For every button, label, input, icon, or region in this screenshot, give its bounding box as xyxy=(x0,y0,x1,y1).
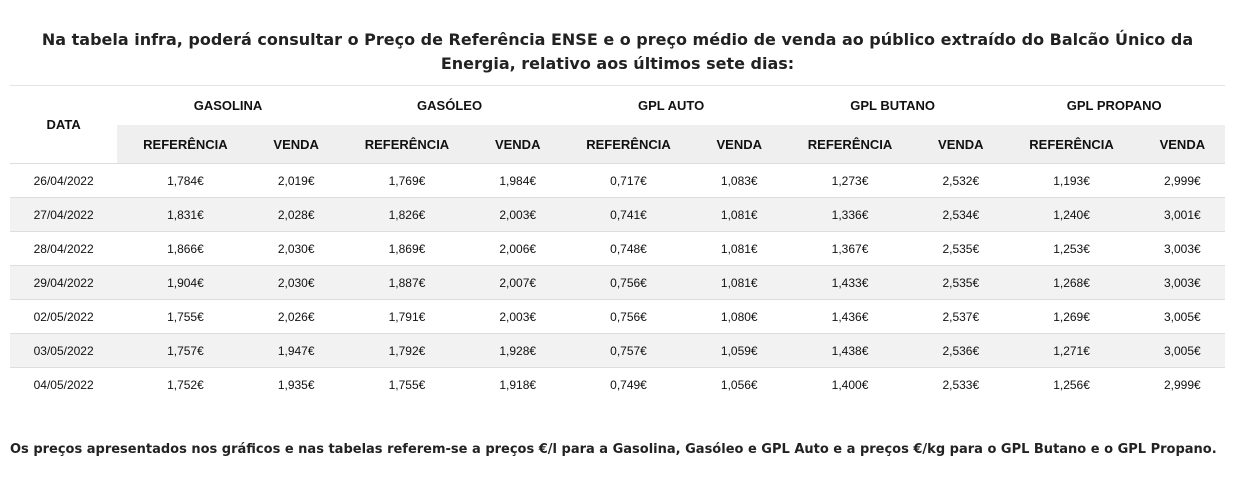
price-cell: 1,193€ xyxy=(1003,164,1139,198)
price-cell: 2,026€ xyxy=(254,300,339,334)
price-cell: 2,030€ xyxy=(254,266,339,300)
price-cell: 1,935€ xyxy=(254,368,339,402)
date-cell: 29/04/2022 xyxy=(10,266,117,300)
price-cell: 1,755€ xyxy=(117,300,253,334)
sub-header-venda: VENDA xyxy=(254,125,339,164)
price-cell: 2,999€ xyxy=(1140,368,1225,402)
sub-header-venda: VENDA xyxy=(918,125,1003,164)
price-cell: 1,904€ xyxy=(117,266,253,300)
price-cell: 1,869€ xyxy=(339,232,475,266)
price-cell: 1,271€ xyxy=(1003,334,1139,368)
price-cell: 1,433€ xyxy=(782,266,918,300)
date-cell: 26/04/2022 xyxy=(10,164,117,198)
price-cell: 1,947€ xyxy=(254,334,339,368)
price-cell: 2,537€ xyxy=(918,300,1003,334)
price-cell: 1,436€ xyxy=(782,300,918,334)
price-cell: 2,535€ xyxy=(918,266,1003,300)
price-cell: 1,240€ xyxy=(1003,198,1139,232)
table-row xyxy=(10,164,1225,198)
table-row xyxy=(10,300,1225,334)
date-cell: 28/04/2022 xyxy=(10,232,117,266)
price-cell: 1,269€ xyxy=(1003,300,1139,334)
group-header-gpl-auto: GPL AUTO xyxy=(560,86,782,126)
price-cell: 1,056€ xyxy=(697,368,782,402)
price-cell: 1,081€ xyxy=(697,198,782,232)
price-cell: 2,532€ xyxy=(918,164,1003,198)
price-cell: 1,831€ xyxy=(117,198,253,232)
price-table xyxy=(10,85,1225,401)
price-cell: 1,984€ xyxy=(475,164,560,198)
price-cell: 1,918€ xyxy=(475,368,560,402)
price-cell: 0,756€ xyxy=(560,266,696,300)
price-cell: 2,533€ xyxy=(918,368,1003,402)
price-cell: 1,400€ xyxy=(782,368,918,402)
sub-header-referencia: REFERÊNCIA xyxy=(339,125,475,164)
sub-header-row xyxy=(10,125,1225,164)
price-cell: 2,030€ xyxy=(254,232,339,266)
table-row xyxy=(10,266,1225,300)
sub-header-venda: VENDA xyxy=(697,125,782,164)
price-table-body xyxy=(10,164,1225,402)
price-cell: 1,792€ xyxy=(339,334,475,368)
price-cell: 1,081€ xyxy=(697,266,782,300)
price-cell: 1,784€ xyxy=(117,164,253,198)
price-cell: 3,003€ xyxy=(1140,266,1225,300)
price-cell: 0,741€ xyxy=(560,198,696,232)
price-cell: 1,083€ xyxy=(697,164,782,198)
group-header-row xyxy=(10,86,1225,126)
price-cell: 1,752€ xyxy=(117,368,253,402)
price-cell: 1,769€ xyxy=(339,164,475,198)
sub-header-referencia: REFERÊNCIA xyxy=(1003,125,1139,164)
price-cell: 2,536€ xyxy=(918,334,1003,368)
sub-header-referencia: REFERÊNCIA xyxy=(782,125,918,164)
price-cell: 0,756€ xyxy=(560,300,696,334)
price-cell: 1,367€ xyxy=(782,232,918,266)
price-cell: 1,791€ xyxy=(339,300,475,334)
group-header-gpl-propano: GPL PROPANO xyxy=(1003,86,1225,126)
price-cell: 1,059€ xyxy=(697,334,782,368)
price-cell: 3,005€ xyxy=(1140,300,1225,334)
price-cell: 1,081€ xyxy=(697,232,782,266)
price-cell: 1,438€ xyxy=(782,334,918,368)
price-cell: 2,534€ xyxy=(918,198,1003,232)
table-row xyxy=(10,198,1225,232)
price-cell: 2,007€ xyxy=(475,266,560,300)
group-header-gasolina: GASOLINA xyxy=(117,86,339,126)
price-cell: 1,757€ xyxy=(117,334,253,368)
price-cell: 0,749€ xyxy=(560,368,696,402)
group-header-gasoleo: GASÓLEO xyxy=(339,86,561,126)
price-cell: 1,080€ xyxy=(697,300,782,334)
price-cell: 1,928€ xyxy=(475,334,560,368)
group-header-gpl-butano: GPL BUTANO xyxy=(782,86,1004,126)
intro-text: Na tabela infra, poderá consultar o Preço de Referência ENSE e o preço médio de venda ao público extraído do Balcão Único da Energia, relativo aos últimos sete dias: xyxy=(41,30,1194,73)
price-cell: 0,757€ xyxy=(560,334,696,368)
sub-header-venda: VENDA xyxy=(1140,125,1225,164)
price-cell: 1,887€ xyxy=(339,266,475,300)
price-cell: 1,826€ xyxy=(339,198,475,232)
date-cell: 27/04/2022 xyxy=(10,198,117,232)
price-cell: 1,268€ xyxy=(1003,266,1139,300)
price-cell: 1,866€ xyxy=(117,232,253,266)
price-cell: 2,999€ xyxy=(1140,164,1225,198)
price-cell: 2,535€ xyxy=(918,232,1003,266)
price-cell: 1,253€ xyxy=(1003,232,1139,266)
table-row xyxy=(10,232,1225,266)
price-cell: 3,001€ xyxy=(1140,198,1225,232)
price-cell: 3,005€ xyxy=(1140,334,1225,368)
price-cell: 1,273€ xyxy=(782,164,918,198)
date-cell: 04/05/2022 xyxy=(10,368,117,402)
sub-header-venda: VENDA xyxy=(475,125,560,164)
price-cell: 2,028€ xyxy=(254,198,339,232)
table-row xyxy=(10,368,1225,402)
sub-header-referencia: REFERÊNCIA xyxy=(560,125,696,164)
date-cell: 03/05/2022 xyxy=(10,334,117,368)
price-cell: 1,256€ xyxy=(1003,368,1139,402)
price-cell: 2,003€ xyxy=(475,198,560,232)
price-cell: 2,019€ xyxy=(254,164,339,198)
table-row xyxy=(10,334,1225,368)
footnote-text: Os preços apresentados nos gráficos e nas tabelas referem-se a preços €/l para a Gasolina, Gasóleo e GPL Auto e a preços €/kg para o GPL Butano e o GPL Propano. xyxy=(10,442,1217,457)
price-cell: 1,336€ xyxy=(782,198,918,232)
price-cell: 1,755€ xyxy=(339,368,475,402)
date-column-header: DATA xyxy=(10,86,117,164)
price-cell: 0,717€ xyxy=(560,164,696,198)
price-cell: 2,003€ xyxy=(475,300,560,334)
date-cell: 02/05/2022 xyxy=(10,300,117,334)
price-cell: 0,748€ xyxy=(560,232,696,266)
price-cell: 2,006€ xyxy=(475,232,560,266)
price-cell: 3,003€ xyxy=(1140,232,1225,266)
sub-header-referencia: REFERÊNCIA xyxy=(117,125,253,164)
